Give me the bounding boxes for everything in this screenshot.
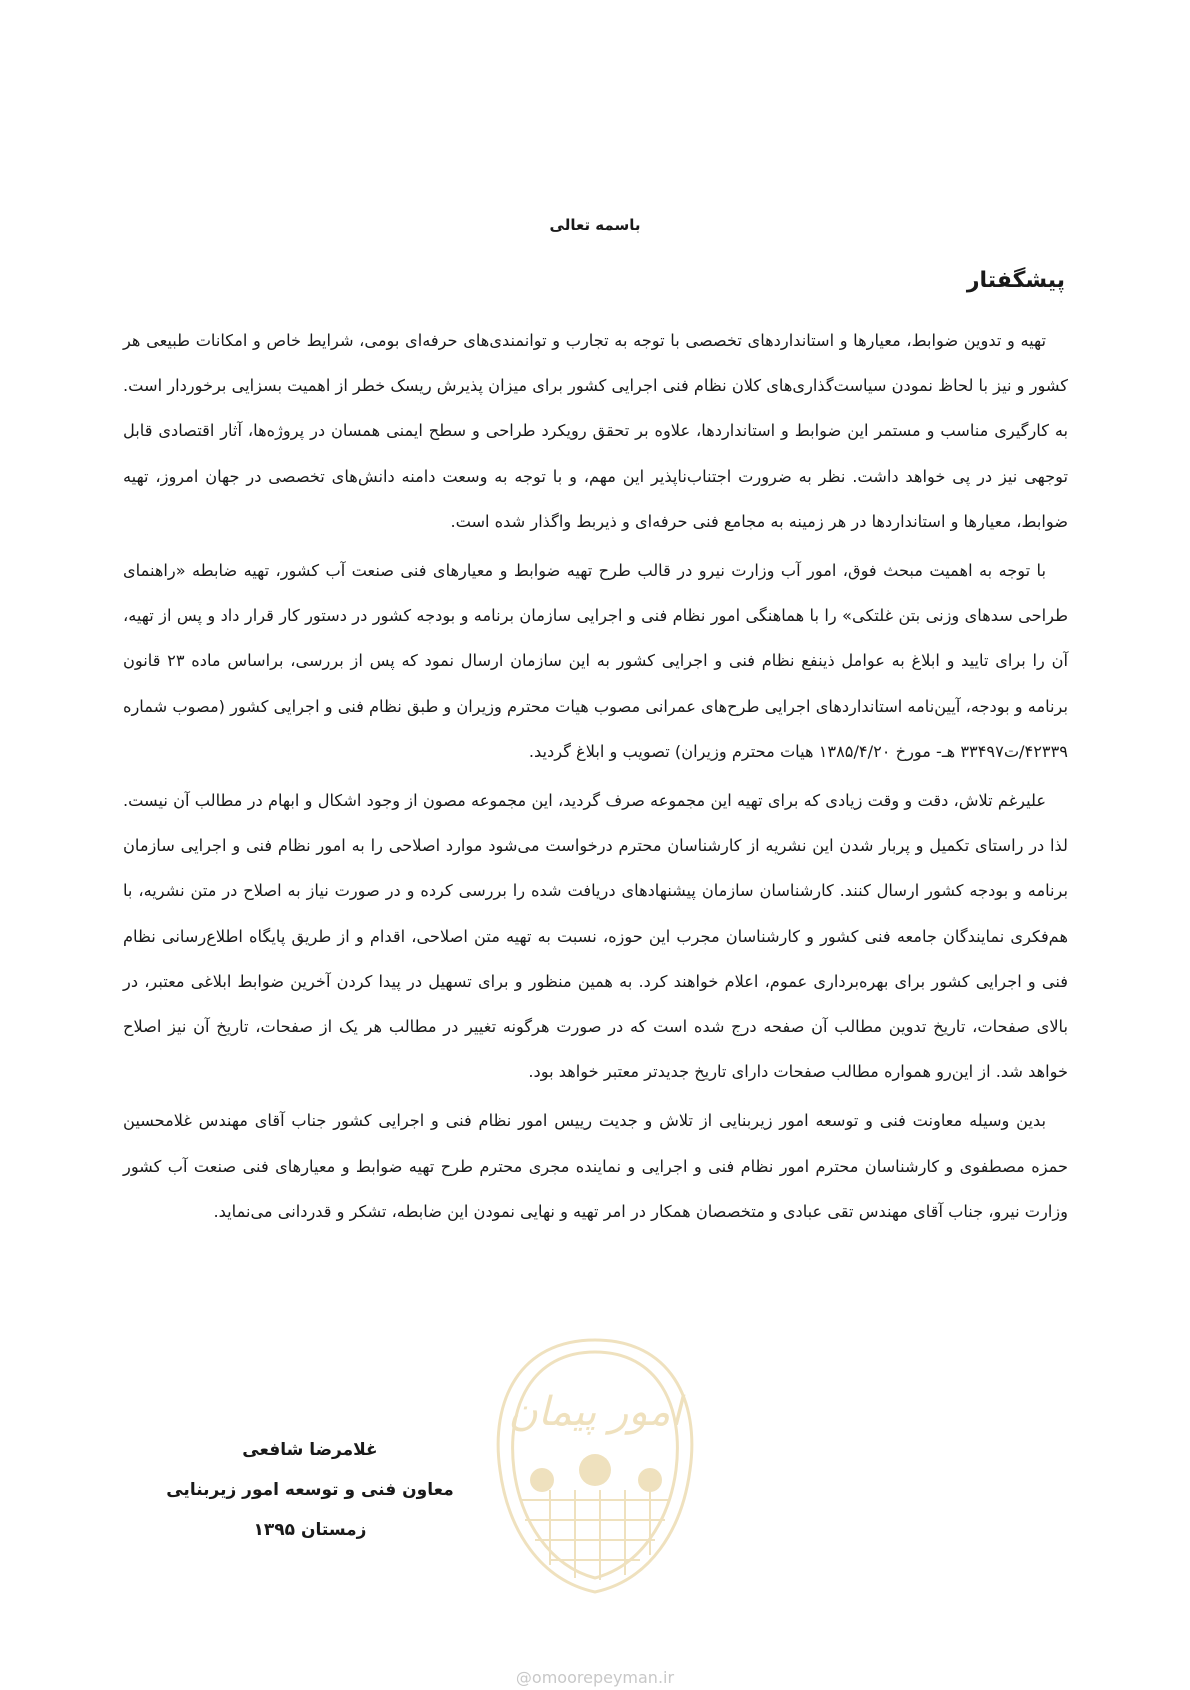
preface-body <box>123 318 1068 1238</box>
signatory-position: معاون فنی و توسعه امور زیربنایی <box>166 1480 454 1500</box>
paragraph-1: تهیه و تدوین ضوابط، معیارها و استانداردهای تخصصی با توجه به تجارب و توانمندی‌های حرفه‌ای بومی، شرایط خاص و امکانات طبیعی هر کشور و نیز با لحاظ نمودن سیاست‌گذاری‌های کلان نظام فنی اجرایی کشور برای میزان پذیرش ریسک خطر از اهمیت بسزایی برخوردار است. به کارگیری مناسب و مستمر این ضوابط و استانداردها، علاوه بر تحقق رویکرد طراحی و سطح ایمنی همسان در پروژه‌ها، آثار اقتصادی قابل توجهی نیز در پی خواهد داشت. نظر به ضرورت اجتناب‌ناپذیر این مهم، و با توجه به وسعت دامنه دانش‌های تخصصی در جهان امروز، تهیه ضوابط، معیارها و استانداردها در هر زمینه به مجامع فنی حرفه‌ای و ذیربط واگذار شده است. <box>123 331 1068 531</box>
preface-heading: پیشگفتار <box>966 268 1065 293</box>
basmala-title: باسمه تعالی <box>549 216 641 234</box>
paragraph-3: علیرغم تلاش، دقت و وقت زیادی که برای تهیه این مجموعه صرف گردید، این مجموعه مصون از وجود اشکال و ابهام در مطالب آن نیست. لذا در راستای تکمیل و پربار شدن این نشریه از کارشناسان محترم درخواست می‌شود موارد اصلاحی را به امور نظام فنی و اجرایی سازمان برنامه و بودجه کشور ارسال کنند. کارشناسان سازمان پیشنهادهای دریافت شده را بررسی کرده و در صورت نیاز به اصلاح در متن نشریه، با هم‌فکری نمایندگان جامعه فنی کشور و کارشناسان مجرب این حوزه، نسبت به تهیه متن اصلاحی، اقدام و از طریق پایگاه اطلاع‌رسانی نظام فنی و اجرایی کشور برای بهره‌برداری عموم، اعلام خواهند کرد. به همین منظور و برای تسهیل در پیدا کردن آخرین ضوابط ابلاغی معتبر، در بالای صفحات، تاریخ تدوین مطالب آن صفحه درج شده است که در صورت هرگونه تغییر در مطالب هر یک از صفحات، تاریخ آن نیز اصلاح خواهد شد. از این‌رو همواره مطالب صفحات دارای تاریخ جدیدتر معتبر خواهد بود. <box>123 791 1068 1082</box>
omoor-peyman-watermark-logo <box>480 1330 710 1690</box>
paragraph-4: بدین وسیله معاونت فنی و توسعه امور زیربنایی از تلاش و جدیت رییس امور نظام فنی و اجرایی کشور جناب آقای مهندس غلامحسین حمزه مصطفوی و کارشناسان محترم امور نظام فنی و اجرایی و نماینده مجری محترم طرح تهیه ضوابط و معیارهای فنی صنعت آب کشور وزارت نیرو، جناب آقای مهندس تقی عبادی و متخصصان همکار در امر تهیه و نهایی نمودن این ضابطه، تشکر و قدردانی می‌نماید. <box>123 1111 1068 1221</box>
signature-date: زمستان ۱۳۹۵ <box>253 1520 367 1540</box>
signatory-name: غلامرضا شافعی <box>242 1440 378 1460</box>
watermark-url: @omoorepeyman.ir <box>515 1668 675 1687</box>
watermark-logo-text: امور پیمان <box>508 1389 682 1435</box>
paragraph-2: با توجه به اهمیت مبحث فوق، امور آب وزارت نیرو در قالب طرح تهیه ضوابط و معیارهای فنی صنعت آب کشور، تهیه ضابطه «راهنمای طراحی سدهای وزنی بتن غلتکی» را با هماهنگی امور نظام فنی و اجرایی سازمان برنامه و بودجه کشور در دستور کار قرار داد و پس از تهیه، آن را برای تایید و ابلاغ به عوامل ذینفع نظام فنی و اجرایی کشور به این سازمان ارسال نمود که پس از بررسی، براساس ماده ۲۳ قانون برنامه و بودجه، آیین‌نامه استانداردهای اجرایی طرح‌های عمرانی مصوب هیات محترم وزیران و طبق نظام فنی و اجرایی کشور (مصوب شماره ۴۲۳۳۹/ت۳۳۴۹۷ هـ- مورخ ۱۳۸۵/۴/۲۰ هیات محترم وزیران) تصویب و ابلاغ گردید. <box>123 561 1068 761</box>
signature-block <box>150 1430 470 1550</box>
